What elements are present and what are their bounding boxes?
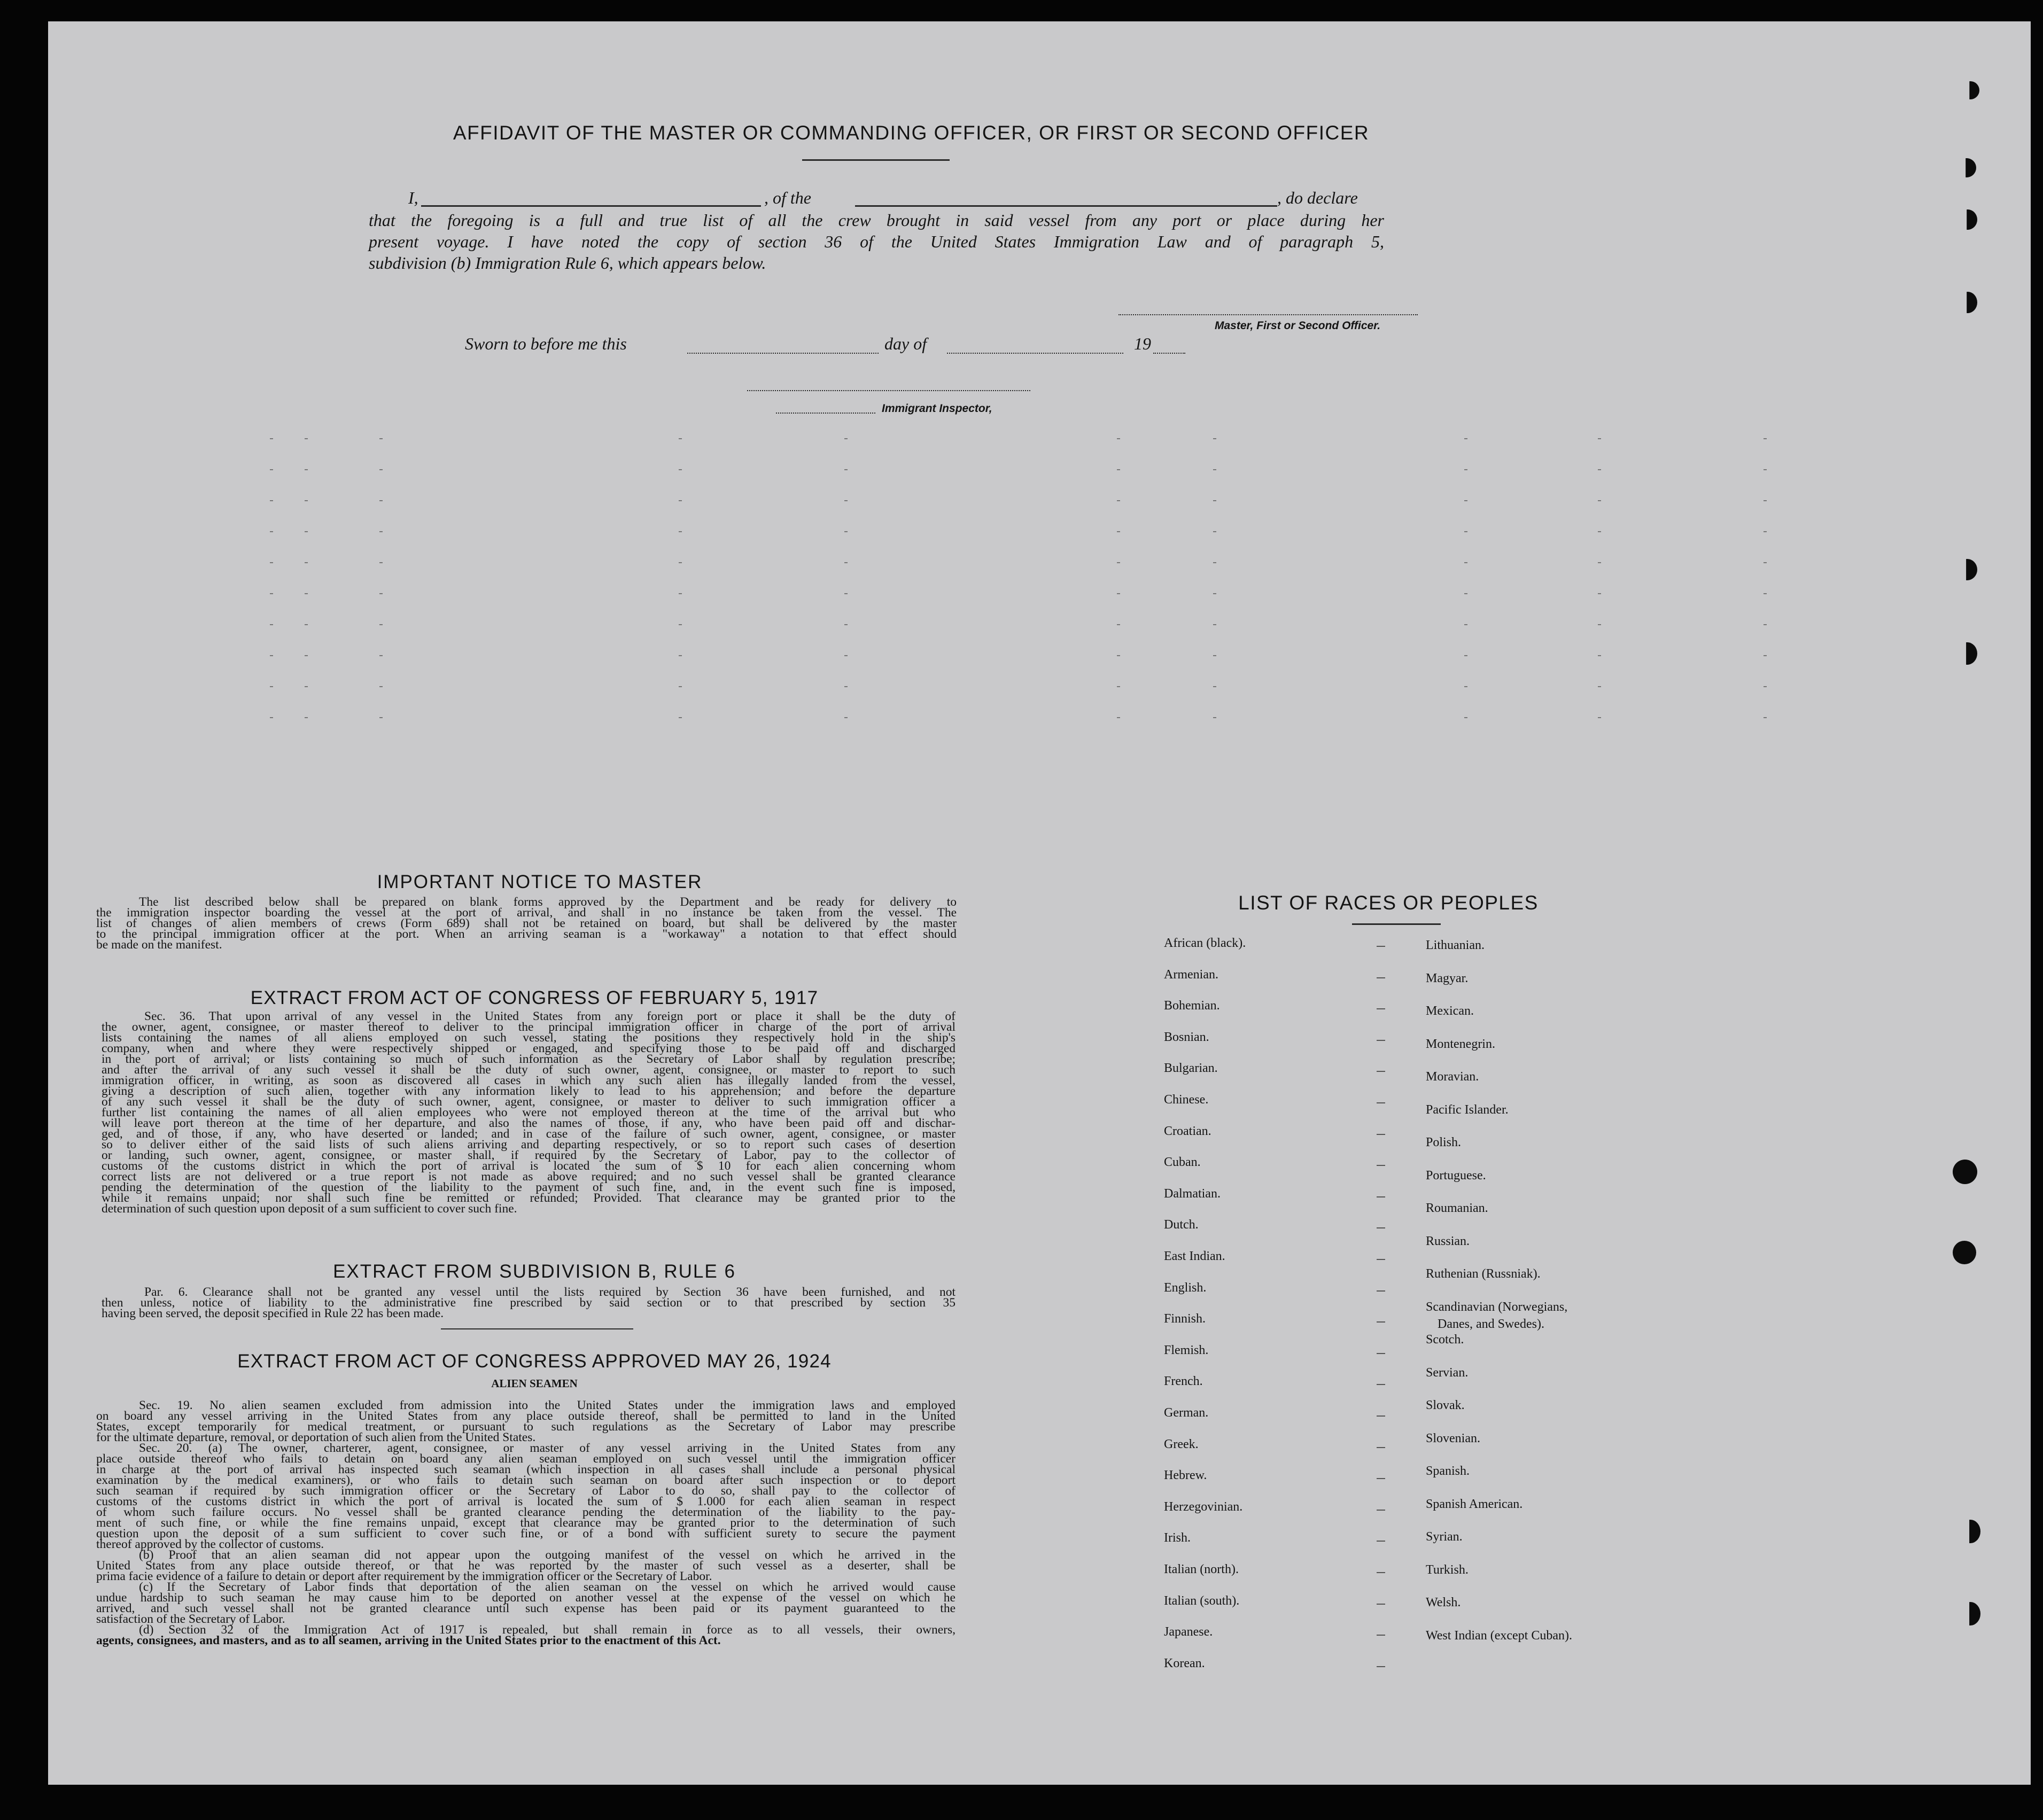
ruling-guide-mark <box>1213 438 1216 439</box>
race-separator-dash <box>1377 1321 1385 1323</box>
race-item: Flemish. <box>1164 1343 1209 1357</box>
act1917-line: so to deliver either of the said lists of such aliens arriving and departing respectively, or so to report such cases of desertion <box>102 1138 956 1152</box>
ruling-guide-mark <box>270 500 273 501</box>
race-separator-dash <box>1377 1134 1385 1135</box>
affidavit-body-line: present voyage. I have noted the copy of section 36 of the United States Immigration Law and of paragraph 5, <box>369 232 1384 251</box>
act1924-title: EXTRACT FROM ACT OF CONGRESS APPROVED MAY 26, 1924 <box>237 1351 832 1372</box>
act1917-line: correct lists are not delivered or a true report is not made as above required; and no such vessel shall be granted clearance <box>102 1170 956 1184</box>
race-separator-dash <box>1377 1447 1385 1448</box>
sworn-month-blank[interactable] <box>947 353 1123 354</box>
binding-hole <box>1960 1602 1980 1625</box>
ruling-guide-mark <box>1764 655 1767 656</box>
act1924-text <box>96 1400 956 1646</box>
ruling-guide-mark <box>1764 593 1767 594</box>
race-item: Moravian. <box>1426 1070 1479 1084</box>
ruling-guide-mark <box>379 438 383 439</box>
race-item: German. <box>1164 1406 1209 1420</box>
race-separator-dash <box>1377 1259 1385 1260</box>
notice-text <box>96 897 957 950</box>
ruling-guide-mark <box>1598 624 1601 625</box>
act1917-line: giving a description of such alien, together with any information likely to lead to his apprehension; and before the departure <box>102 1084 956 1098</box>
affidavit-body <box>369 209 1384 274</box>
ruling-guide-mark <box>1464 562 1467 563</box>
ruling-guide-mark <box>679 624 682 625</box>
act1917-line: company, when and where they were respectively shipped or engaged, and specifying those to be paid off and discharged <box>102 1041 956 1055</box>
act1924-line: question upon the deposit of a sum sufficient to cover such fine, or of a bond with sufficient surety to secure the payment <box>96 1527 956 1541</box>
ruling-guide-mark <box>1464 531 1467 532</box>
ruling-guide-mark <box>270 686 273 687</box>
act1924-line: undue hardship to such seaman he may cause him to be deported on another vessel at the expense of the vessel on which he <box>96 1591 956 1605</box>
race-item: Spanish American. <box>1426 1497 1523 1511</box>
ruling-guide-mark <box>305 655 308 656</box>
race-item: Welsh. <box>1426 1596 1461 1609</box>
race-separator-dash <box>1377 1572 1385 1573</box>
race-item: Cuban. <box>1164 1155 1201 1170</box>
race-item: Syrian. <box>1426 1530 1463 1544</box>
race-item: Turkish. <box>1426 1562 1469 1577</box>
binding-hole <box>1957 559 1977 580</box>
race-item: Bohemian. <box>1164 999 1220 1013</box>
race-item: Slovenian. <box>1426 1431 1480 1445</box>
ruling-guide-mark <box>270 624 273 625</box>
ruling-guide-mark <box>679 655 682 656</box>
notice-line: The list described below shall be prepared on blank forms approved by the Department and be ready for delivery to <box>139 895 957 909</box>
notice-line: to the principal immigration officer at the port. When an arriving seaman is a "workaway" a notation to that effect should <box>96 927 957 941</box>
race-separator-dash <box>1377 1165 1385 1166</box>
ruling-guide-mark <box>1764 717 1767 718</box>
race-separator-dash <box>1377 1040 1385 1041</box>
binding-hole <box>1953 1160 1977 1184</box>
ruling-guide-mark <box>270 717 273 718</box>
ruling-guide-mark <box>379 717 383 718</box>
act1924-line: (b) Proof that an alien seaman did not appear upon the outgoing manifest of the vessel on which he arrived in the <box>139 1548 956 1562</box>
race-item: Slovak. <box>1426 1398 1465 1412</box>
notice-title: IMPORTANT NOTICE TO MASTER <box>377 872 703 892</box>
race-item: Greek. <box>1164 1437 1199 1451</box>
race-item: Roumanian. <box>1426 1201 1488 1215</box>
notice-line: be made on the manifest. <box>96 938 222 952</box>
ruling-guide-mark <box>1213 717 1216 718</box>
race-item: French. <box>1164 1374 1203 1389</box>
ruling-guide-mark <box>844 438 848 439</box>
ruling-guide-mark <box>379 531 383 532</box>
race-separator-dash <box>1377 1008 1385 1009</box>
race-separator-dash <box>1377 1541 1385 1542</box>
ruling-guide-mark <box>1598 717 1601 718</box>
act1917-line: or landing, such owner, agent, consignee, or master shall, if required by the Secretary of Labor, pay to the collector of <box>102 1148 956 1162</box>
ruling-guide-mark <box>679 717 682 718</box>
binding-hole <box>1961 81 1979 99</box>
affidavit-declare-label: , do declare <box>1277 188 1358 207</box>
day-of-label: day of <box>884 334 927 353</box>
master-signature-line[interactable] <box>1118 314 1418 315</box>
act1924-line: United States from any place outside thereof, or that he was reported by the master of such vessel as a deserter, shall be <box>96 1559 956 1573</box>
race-item: Polish. <box>1426 1135 1462 1149</box>
ruling-guide-mark <box>1764 562 1767 563</box>
race-separator-dash <box>1377 1384 1385 1385</box>
act1917-title: EXTRACT FROM ACT OF CONGRESS OF FEBRUARY 5, 1917 <box>250 987 819 1008</box>
ruling-guide-mark <box>379 593 383 594</box>
race-item: Korean. <box>1164 1656 1205 1670</box>
act1917-line: and after the arrival of any such vessel it shall be the duty of such owner, agent, consignee, or master to report to such <box>102 1063 956 1077</box>
ruling-guide-mark <box>1464 593 1467 594</box>
race-separator-dash <box>1377 1635 1385 1636</box>
act1924-line: on board any vessel arriving in the United States from any place outside thereof, shall be permitted to land in the United <box>96 1409 956 1423</box>
act1924-line: for the ultimate departure, removal, or deportation of such alien from the United States. <box>96 1430 536 1444</box>
ruling-guide-mark <box>679 562 682 563</box>
act1924-line: such seaman if required by such immigration officer or the Secretary of Labor to do so, shall pay to the collector of <box>96 1484 956 1498</box>
act1917-line: Sec. 36. That upon arrival of any vessel in the United States from any foreign port or place it shall be the duty of <box>144 1009 956 1023</box>
race-item: Ruthenian (Russniak). <box>1426 1267 1541 1281</box>
act1917-line: customs of the customs district in which the port of arrival is located the sum of $ 10 for each alien concerning whom <box>102 1159 956 1173</box>
ruling-guide-mark <box>844 531 848 532</box>
ruling-guide-mark <box>1213 624 1216 625</box>
ruling-guide-mark <box>844 469 848 470</box>
act1924-line: States, except temporarily for medical treatment, or pursuant to such regulations as the Secretary of Labor may prescribe <box>96 1420 956 1434</box>
act1917-line: pending the determination of the question of the liability to the payment of such fine, and, in the event such fine is imposed, <box>102 1180 956 1194</box>
ruling-guide-mark <box>270 562 273 563</box>
race-item: Herzegovinian. <box>1164 1499 1243 1514</box>
ruling-guide-mark <box>1464 500 1467 501</box>
race-item: Armenian. <box>1164 967 1218 982</box>
act1917-line: will leave port thereon at the time of her departure, and also the names of those, if any, who have been paid off and dischar- <box>102 1116 956 1130</box>
ruling-guide-mark <box>379 500 383 501</box>
ruling-guide-mark <box>1117 562 1120 563</box>
ruling-guide-mark <box>1213 469 1216 470</box>
affidavit-title: AFFIDAVIT OF THE MASTER OR COMMANDING OFFICER, OR FIRST OR SECOND OFFICER <box>453 122 1370 144</box>
inspector-label: Immigrant Inspector, <box>882 402 992 415</box>
rule6-end-rule <box>441 1328 633 1329</box>
race-separator-dash <box>1377 1290 1385 1292</box>
ruling-guide-mark <box>305 438 308 439</box>
ruling-guide-mark <box>1598 562 1601 563</box>
race-item: African (black). <box>1164 936 1246 950</box>
rule6-line: then unless, notice of liability to the administrative fine prescribed by said section or to that prescribed by section 35 <box>102 1296 956 1310</box>
ruling-guide-mark <box>844 655 848 656</box>
act1924-line: prima facie evidence of a failure to detain or deport after requirement by the immigration officer or the Secretary of Labor. <box>96 1569 712 1583</box>
ruling-guide-mark <box>379 655 383 656</box>
race-item: Portuguese. <box>1426 1168 1486 1183</box>
affidavit-body-line: that the foregoing is a full and true list of all the crew brought in said vessel from any port or place during her <box>369 211 1384 230</box>
affidavit-i-label: I, <box>408 188 418 207</box>
act1924-line: in charge at the port of arrival has inspected such seaman (which inspection in all cases shall include a personal physical <box>96 1463 956 1476</box>
ruling-guide-mark <box>844 500 848 501</box>
act1924-line: thereof approved by the collector of customs. <box>96 1537 324 1551</box>
ruling-guide-mark <box>1117 655 1120 656</box>
ruling-guide-mark <box>305 531 308 532</box>
year-prefix: 19 <box>1134 334 1151 353</box>
ruling-guide-mark <box>379 469 383 470</box>
race-separator-dash <box>1377 1666 1385 1667</box>
act1917-line: of any such vessel it shall be the duty of such owner, agent, consignee, or master to deliver to such immigration officer a <box>102 1095 956 1109</box>
rule6-text <box>102 1287 956 1319</box>
ruling-guide-mark <box>1764 686 1767 687</box>
ruling-guide-mark <box>1598 686 1601 687</box>
ruling-guide-mark <box>379 686 383 687</box>
race-item: English. <box>1164 1280 1207 1295</box>
race-item: Servian. <box>1426 1365 1469 1380</box>
act1917-text <box>102 1011 956 1214</box>
year-blank[interactable] <box>1153 353 1185 354</box>
rule6-line: having been served, the deposit specified in Rule 22 has been made. <box>102 1306 444 1320</box>
ruling-guide-mark <box>1598 655 1601 656</box>
vessel-blank[interactable] <box>855 205 1277 207</box>
ruling-guide-mark <box>270 469 273 470</box>
ruling-guide-mark <box>1764 500 1767 501</box>
race-item: Dalmatian. <box>1164 1186 1221 1201</box>
act1924-line: place outside thereof who fails to detain on board any alien seaman employed on such vessel until the immigration officer <box>96 1452 956 1466</box>
ruling-guide-mark <box>1598 593 1601 594</box>
ruling-guide-mark <box>1764 624 1767 625</box>
ruling-guide-mark <box>1598 500 1601 501</box>
act1924-line: agents, consignees, and masters, and as to all seamen, arriving in the United States prior to the enactment of this Act. <box>96 1634 721 1647</box>
ruling-guide-mark <box>1598 438 1601 439</box>
race-separator-dash <box>1377 1415 1385 1417</box>
binding-hole <box>1957 642 1977 665</box>
act1917-line: in the port of arrival; or lists containing so much of such information as the Secretary of Labor shall by regulation prescribe; <box>102 1052 956 1066</box>
race-separator-dash <box>1377 1353 1385 1354</box>
ruling-guide-mark <box>305 469 308 470</box>
race-item: Russian. <box>1426 1234 1470 1248</box>
ruling-guide-mark <box>679 438 682 439</box>
ruling-guide-mark <box>1117 500 1120 501</box>
race-separator-dash <box>1377 1478 1385 1479</box>
ruling-guide-mark <box>1117 686 1120 687</box>
ruling-guide-mark <box>1764 531 1767 532</box>
ruling-guide-mark <box>305 686 308 687</box>
ruling-guide-mark <box>1598 469 1601 470</box>
ruling-guide-mark <box>1213 655 1216 656</box>
ruling-guide-mark <box>1464 717 1467 718</box>
act1917-line: while it remains unpaid; nor shall such fine be remitted or refunded; Provided. That clearance may be granted prior to the <box>102 1191 956 1205</box>
ruling-guide-mark <box>1117 438 1120 439</box>
race-item: Hebrew. <box>1164 1468 1207 1483</box>
ruling-guide-mark <box>844 593 848 594</box>
race-item: Spanish. <box>1426 1464 1470 1478</box>
ruling-guide-mark <box>1764 438 1767 439</box>
race-item: Irish. <box>1164 1531 1191 1545</box>
rule6-line: Par. 6. Clearance shall not be granted any vessel until the lists required by Section 36 have been furnished, and not <box>144 1285 956 1299</box>
race-separator-dash <box>1377 1071 1385 1072</box>
affidavit-body-line: subdivision (b) Immigration Rule 6, which appears below. <box>369 253 766 273</box>
race-item: Japanese. <box>1164 1625 1213 1639</box>
race-separator-dash <box>1377 1510 1385 1511</box>
ruling-guide-mark <box>1213 562 1216 563</box>
act1924-line: Sec. 20. (a) The owner, charterer, agent, consignee, or master of any vessel arriving in the United States from any <box>139 1441 956 1455</box>
race-item: East Indian. <box>1164 1249 1225 1263</box>
ruling-guide-mark <box>679 686 682 687</box>
race-item: Italian (south). <box>1164 1593 1240 1608</box>
race-item: Bulgarian. <box>1164 1061 1218 1076</box>
ruling-guide-mark <box>379 562 383 563</box>
race-separator-dash <box>1377 946 1385 947</box>
races-title: LIST OF RACES OR PEOPLES <box>1238 892 1539 914</box>
ruling-guide-mark <box>379 624 383 625</box>
act1924-line: Sec. 19. No alien seamen excluded from admission into the United States under the immigration laws and employed <box>139 1398 956 1412</box>
race-item: Lithuanian. <box>1426 938 1485 952</box>
race-item: Finnish. <box>1164 1312 1206 1326</box>
act1917-line: determination of such question upon deposit of a sum sufficient to cover such fine. <box>102 1202 517 1216</box>
ruling-guide-mark <box>1598 531 1601 532</box>
ruling-guide-mark <box>844 717 848 718</box>
act1924-line: of whom such failure occurs. No vessel shall be granted clearance pending the determination of the liability to the pay- <box>96 1505 956 1519</box>
master-signature-label: Master, First or Second Officer. <box>1215 320 1381 332</box>
ruling-guide-mark <box>1464 469 1467 470</box>
affidavit-title-rule <box>802 159 950 161</box>
races-title-rule <box>1352 923 1441 925</box>
inspector-signature-line-short[interactable] <box>776 413 875 414</box>
ruling-guide-mark <box>844 624 848 625</box>
race-item: Pacific Islander. <box>1426 1102 1509 1117</box>
ruling-guide-mark <box>305 624 308 625</box>
binding-hole <box>1958 209 1977 230</box>
ruling-guide-mark <box>1117 593 1120 594</box>
race-item: Magyar. <box>1426 971 1469 985</box>
rule6-title: EXTRACT FROM SUBDIVISION B, RULE 6 <box>333 1261 736 1282</box>
ruling-guide-mark <box>1764 469 1767 470</box>
act1917-line: ged, and of those, if any, who have deserted or landed; and in case of the failure of such owner, agent, consignee, or master <box>102 1127 956 1141</box>
ruling-guide-mark <box>1213 531 1216 532</box>
race-separator-dash <box>1377 1604 1385 1605</box>
ruling-guide-mark <box>1213 686 1216 687</box>
act1924-line: (d) Section 32 of the Immigration Act of 1917 is repealed, but shall remain in force as to all vessels, their owners, <box>139 1623 956 1637</box>
ruling-guide-mark <box>1117 531 1120 532</box>
ruling-guide-mark <box>844 562 848 563</box>
ruling-guide-mark <box>1464 438 1467 439</box>
race-item: Danes, and Swedes). <box>1438 1317 1544 1331</box>
ruling-guide-mark <box>1464 686 1467 687</box>
binding-hole <box>1953 1241 1976 1264</box>
race-item: Dutch. <box>1164 1218 1199 1232</box>
race-item: West Indian (except Cuban). <box>1426 1628 1572 1643</box>
race-separator-dash <box>1377 1227 1385 1228</box>
binding-hole <box>1958 292 1977 313</box>
name-blank[interactable] <box>421 205 761 207</box>
affidavit-of-the-label: , of the <box>764 188 811 207</box>
race-item: Montenegrin. <box>1426 1037 1495 1051</box>
act1924-line: examination by the medical examiners), or who fails to detain such seaman on board after such inspection or to deport <box>96 1473 956 1487</box>
binding-hole <box>1957 158 1976 177</box>
inspector-signature-line[interactable] <box>747 390 1030 391</box>
ruling-guide-mark <box>305 500 308 501</box>
ruling-guide-mark <box>1117 624 1120 625</box>
binding-hole <box>1960 1520 1980 1543</box>
ruling-guide-mark <box>1464 655 1467 656</box>
ruling-guide-mark <box>844 686 848 687</box>
ruling-guide-mark <box>1213 500 1216 501</box>
ruling-guide-mark <box>305 593 308 594</box>
race-separator-dash <box>1377 1196 1385 1197</box>
ruling-guide-mark <box>305 562 308 563</box>
sworn-text: Sworn to before me this <box>465 334 627 353</box>
act1924-subtitle: ALIEN SEAMEN <box>491 1377 578 1390</box>
ruling-guide-mark <box>1117 469 1120 470</box>
ruling-guide-mark <box>1213 593 1216 594</box>
ruling-guide-mark <box>1464 624 1467 625</box>
race-item: Croatian. <box>1164 1124 1211 1138</box>
act1917-line: immigration officer, in writing, as soon as discovered all cases in which any such alien has illegally landed from the vessel, <box>102 1074 956 1087</box>
ruling-guide-mark <box>679 469 682 470</box>
ruling-guide-mark <box>305 717 308 718</box>
ruling-guide-mark <box>270 531 273 532</box>
sworn-day-blank[interactable] <box>687 353 879 354</box>
race-item: Chinese. <box>1164 1093 1209 1107</box>
act1917-line: lists containing the names of all aliens employed on such vessel, stating the positions they respectively hold in the ship's <box>102 1031 956 1045</box>
ruling-guide-mark <box>679 531 682 532</box>
race-item: Bosnian. <box>1164 1030 1209 1044</box>
race-item: Mexican. <box>1426 1004 1474 1018</box>
race-separator-dash <box>1377 1102 1385 1103</box>
document-page <box>48 21 2031 1785</box>
race-item: Scandinavian (Norwegians, <box>1426 1300 1568 1314</box>
ruling-guide-mark <box>1117 717 1120 718</box>
ruling-guide-mark <box>270 593 273 594</box>
race-separator-dash <box>1377 977 1385 978</box>
ruling-guide-mark <box>679 500 682 501</box>
act1917-line: further list containing the names of all alien employees who were not employed thereon at the time of the arrival but who <box>102 1106 956 1119</box>
race-item: Italian (north). <box>1164 1562 1239 1576</box>
act1924-line: arrived, and such vessel shall not be granted clearance until such expense has been paid or its payment guaranteed to the <box>96 1601 956 1615</box>
act1924-line: ment of such fine, or while the fine remains unpaid, except that clearance may be granted prior to the determination of such <box>96 1516 956 1530</box>
ruling-guide-mark <box>270 438 273 439</box>
ruling-guide-mark <box>270 655 273 656</box>
act1924-line: (c) If the Secretary of Labor finds that deportation of the alien seaman on the vessel on which he arrived would cause <box>139 1580 956 1594</box>
ruling-guide-mark <box>679 593 682 594</box>
notice-line: the immigration inspector boarding the vessel at the port of arrival, and shall in no instance be taken from the vessel. The <box>96 906 957 920</box>
notice-line: list of changes of alien members of crews (Form 689) shall not be retained on board, but shall be delivered by the master <box>96 916 957 930</box>
race-item: Scotch. <box>1426 1333 1464 1347</box>
act1924-line: satisfaction of the Secretary of Labor. <box>96 1612 285 1626</box>
act1924-line: customs of the customs district in which the port of arrival is located the sum of $ 1.000 for each alien seaman in respect <box>96 1495 956 1508</box>
act1917-line: the owner, agent, consignee, or master thereof to deliver to the principal immigration officer in charge of the port of arrival <box>102 1020 956 1034</box>
